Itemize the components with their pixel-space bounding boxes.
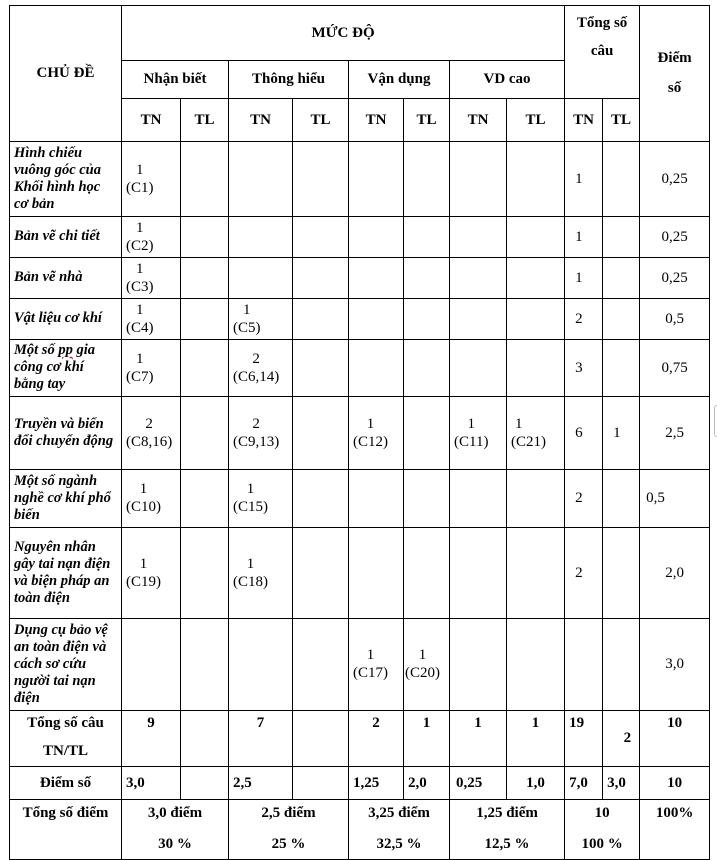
table-row <box>10 257 710 298</box>
diem-cell: 3,0 <box>640 618 710 710</box>
diem-cell: 2,5 <box>640 396 710 469</box>
table-row <box>10 339 710 396</box>
tong-tn-cell: 2 <box>565 298 603 339</box>
topic-cell: Nguyên nhân gây tai nạn điện và biện pháp an toàn điện <box>10 527 122 618</box>
vd-tl-cell: 1 (C20) <box>404 618 450 710</box>
topic-cell: Truyền và biến đổi chuyển động <box>10 396 122 469</box>
total-questions-label: Tổng số câu TN/TL <box>10 710 122 766</box>
matrix-table <box>9 5 710 860</box>
vdc-tl-cell: 1 (C21) <box>507 396 565 469</box>
nb-tn-cell: 1 (C7) <box>122 339 181 396</box>
th-tn-header: TN <box>229 98 293 141</box>
tong-tl-cell: 1 <box>603 396 640 469</box>
table-row <box>10 216 710 257</box>
tong-tl-header: TL <box>603 98 640 141</box>
header-tong-so-cau: Tổng số câu <box>565 6 640 61</box>
score-label: Điểm số <box>10 766 122 799</box>
level-thong-hieu: Thông hiểu <box>229 60 349 98</box>
diem-cell: 0,25 <box>640 257 710 298</box>
diem-cell: 0,25 <box>640 141 710 216</box>
tong-so-cau-spacer <box>565 60 640 98</box>
tong-tn-cell: 1 <box>565 141 603 216</box>
score-row: Điểm số 3,0 2,5 1,25 2,0 0,25 1,0 7,0 3,0 10 <box>10 766 710 799</box>
nb-tn-cell: 1 (C4) <box>122 298 181 339</box>
vdc-tn-header: TN <box>450 98 507 141</box>
nb-tn-cell: 2 (C8,16) <box>122 396 181 469</box>
diem-cell: 0,75 <box>640 339 710 396</box>
topic-cell: Dụng cụ bảo vệ an toàn điện và cách sơ cứu người tai nạn điện <box>10 618 122 710</box>
header-diem-so: Điểm số <box>640 6 710 142</box>
vd-tn-cell: 1 (C12) <box>349 396 404 469</box>
level-van-dung: Vận dụng <box>349 60 450 98</box>
th-tn-cell: 1 (C15) <box>229 469 293 527</box>
tong-tn-header: TN <box>565 98 603 141</box>
table-row <box>10 469 710 527</box>
table-row <box>10 141 710 216</box>
th-tl-header: TL <box>293 98 349 141</box>
topic-cell: Hình chiếu vuông góc của Khối hình học cơ bản <box>10 141 122 216</box>
total-score-row: Tổng số điểm 3,0 điểm 30 % 2,5 điểm 25 % 3,25 điểm 32,5 % 1,25 điểm 12,5 % 10 100 % 100% <box>10 799 710 859</box>
table-row <box>10 618 710 710</box>
topic-cell: Một số ngành nghề cơ khí phổ biến <box>10 469 122 527</box>
table-row <box>10 298 710 339</box>
nb-tn-cell: 1 (C2) <box>122 216 181 257</box>
table-row <box>10 396 710 469</box>
nb-tn-cell: 1 (C3) <box>122 257 181 298</box>
vdc-tl-header: TL <box>507 98 565 141</box>
th-tn-cell: 1 (C5) <box>229 298 293 339</box>
th-tn-cell: 2 (C9,13) <box>229 396 293 469</box>
tong-tn-cell: 2 <box>565 527 603 618</box>
total-questions-row: Tổng số câu TN/TL 9 7 2 1 1 1 19 2 10 <box>10 710 710 766</box>
level-vd-cao: VD cao <box>450 60 565 98</box>
diem-cell: 0,5 <box>640 298 710 339</box>
tong-tn-cell: 6 <box>565 396 603 469</box>
th-tn-cell: 2 (C6,14) <box>229 339 293 396</box>
diem-cell: 0,25 <box>640 216 710 257</box>
vd-tl-header: TL <box>404 98 450 141</box>
level-nhan-biet: Nhận biết <box>122 60 229 98</box>
topic-cell: Bản vẽ chi tiết <box>10 216 122 257</box>
nb-tn-header: TN <box>122 98 181 141</box>
tong-tn-cell: 2 <box>565 469 603 527</box>
table-row <box>10 527 710 618</box>
nb-tl-header: TL <box>181 98 229 141</box>
diem-cell: 2,0 <box>640 527 710 618</box>
header-muc-do: MỨC ĐỘ <box>122 6 565 61</box>
tong-tn-cell: 3 <box>565 339 603 396</box>
tong-tn-cell: 1 <box>565 216 603 257</box>
nb-tn-cell: 1 (C19) <box>122 527 181 618</box>
vd-tn-header: TN <box>349 98 404 141</box>
vdc-tn-cell: 1 (C11) <box>450 396 507 469</box>
topic-cell: Bản vẽ nhà <box>10 257 122 298</box>
topic-cell: Vật liệu cơ khí <box>10 298 122 339</box>
total-score-label: Tổng số điểm <box>10 799 122 859</box>
th-tn-cell: 1 (C18) <box>229 527 293 618</box>
diem-cell: 0,5 <box>640 469 710 527</box>
tong-tn-cell: 1 <box>565 257 603 298</box>
nb-tn-cell: 1 (C1) <box>122 141 181 216</box>
nb-tn-cell: 1 (C10) <box>122 469 181 527</box>
topic-cell: Một số pp gia công cơ khí bằng tay <box>10 339 122 396</box>
vd-tn-cell: 1 (C17) <box>349 618 404 710</box>
header-chu-de: CHỦ ĐỀ <box>10 6 122 142</box>
